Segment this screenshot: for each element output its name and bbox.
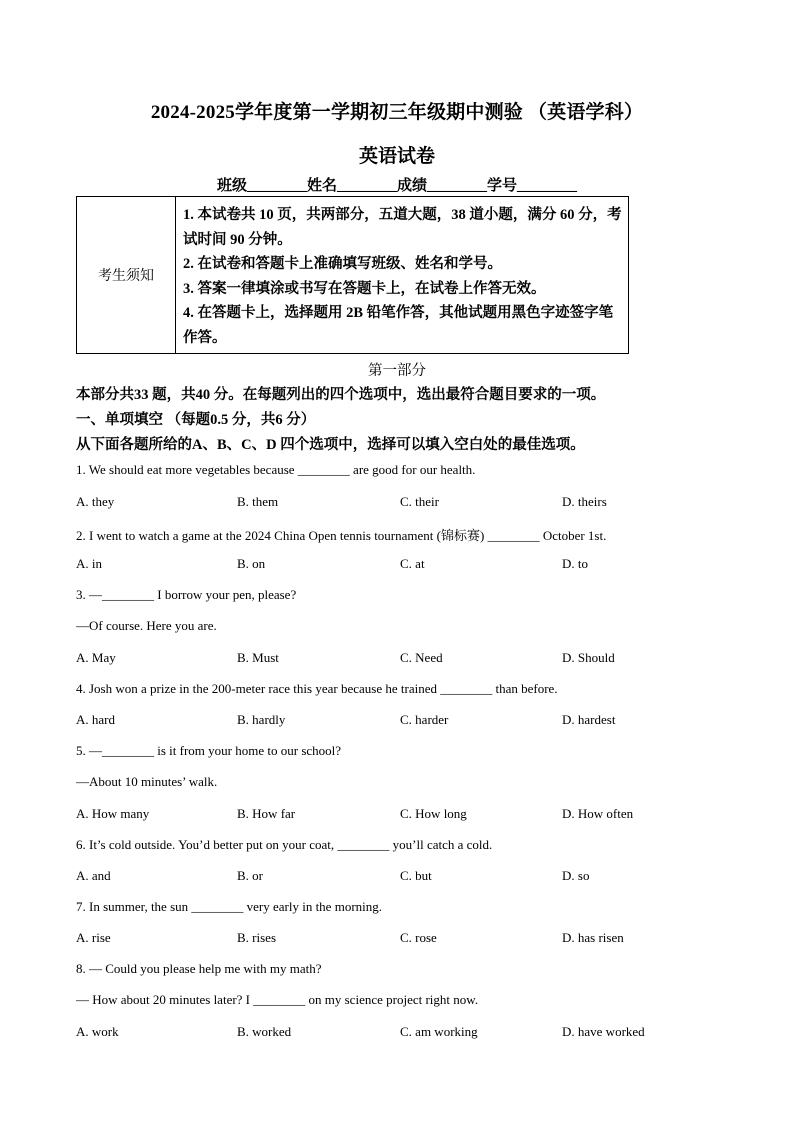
option-d[interactable]: D. How often [562, 806, 634, 821]
option-row [76, 930, 716, 948]
option-b[interactable]: B. How far [237, 806, 296, 821]
option-c[interactable]: C. How long [400, 806, 467, 821]
student-info-line: 班级________姓名________成绩________学号________ [216, 178, 577, 194]
option-c[interactable]: C. but [400, 868, 432, 883]
question-text: 7. In summer, the sun ________ very early in the morning. [76, 899, 383, 914]
question-text: 1. We should eat more vegetables because ________ are good for our health. [76, 462, 476, 477]
notice-item: 1. 本试卷共 10 页，共两部分，五道大题，38 道小题，满分 60 分，考试时间 90 分钟。 [183, 207, 622, 248]
option-c[interactable]: C. am working [400, 1024, 478, 1039]
question-text: 3. —________ I borrow your pen, please? [76, 587, 297, 602]
option-d[interactable]: D. so [562, 868, 590, 883]
question-text: 6. It’s cold outside. You’d better put on your coat, ________ you’ll catch a cold. [76, 837, 493, 852]
option-row [76, 806, 716, 824]
part-title: 第一部分 [368, 363, 426, 379]
option-b[interactable]: B. worked [237, 1024, 292, 1039]
option-c[interactable]: C. their [400, 494, 439, 509]
option-d[interactable]: D. to [562, 556, 588, 571]
option-b[interactable]: B. rises [237, 930, 276, 945]
option-row [76, 712, 716, 730]
question-text: 4. Josh won a prize in the 200-meter race this year because he trained ________ than before. [76, 681, 558, 696]
option-a[interactable]: A. May [76, 650, 116, 665]
option-row [76, 1024, 716, 1042]
section-title: 一、单项填空 （每题0.5 分，共6 分） [76, 412, 316, 428]
notice-body [176, 197, 628, 353]
option-d[interactable]: D. Should [562, 650, 615, 665]
page-title: 2024-2025学年度第一学期初三年级期中测验 （英语学科） [150, 102, 644, 123]
option-d[interactable]: D. hardest [562, 712, 616, 727]
question-text: 5. —________ is it from your home to our school? [76, 743, 342, 758]
option-b[interactable]: B. on [237, 556, 266, 571]
part-intro: 本部分共33 题，共40 分。在每题列出的四个选项中，选出最符合题目要求的一项。 [76, 387, 606, 403]
option-c[interactable]: C. harder [400, 712, 449, 727]
option-b[interactable]: B. Must [237, 650, 279, 665]
notice-box [76, 196, 629, 354]
option-c[interactable]: C. at [400, 556, 425, 571]
notice-item: 4. 在答题卡上，选择题用 2B 铅笔作答，其他试题用黑色字迹签字笔作答。 [183, 305, 614, 346]
notice-item: 3. 答案一律填涂或书写在答题卡上，在试卷上作答无效。 [183, 280, 546, 297]
page-subtitle: 英语试卷 [358, 146, 435, 167]
option-row [76, 868, 716, 886]
question-text: — How about 20 minutes later? I ________ on my science project right now. [76, 992, 479, 1007]
section-instruction: 从下面各题所给的A、B、C、D 四个选项中，选择可以填入空白处的最佳选项。 [76, 437, 585, 453]
option-b[interactable]: B. or [237, 868, 263, 883]
option-row [76, 494, 716, 512]
notice-label: 考生须知 [77, 197, 176, 353]
option-d[interactable]: D. theirs [562, 494, 607, 509]
option-row [76, 556, 716, 574]
question-text: —Of course. Here you are. [76, 618, 217, 633]
option-c[interactable]: C. Need [400, 650, 443, 665]
option-b[interactable]: B. them [237, 494, 279, 509]
option-a[interactable]: A. How many [76, 806, 150, 821]
option-a[interactable]: A. rise [76, 930, 111, 945]
option-a[interactable]: A. work [76, 1024, 119, 1039]
option-a[interactable]: A. in [76, 556, 102, 571]
question-text: —About 10 minutes’ walk. [76, 774, 218, 789]
option-row [76, 650, 716, 668]
option-a[interactable]: A. and [76, 868, 111, 883]
option-b[interactable]: B. hardly [237, 712, 286, 727]
option-c[interactable]: C. rose [400, 930, 437, 945]
option-a[interactable]: A. they [76, 494, 115, 509]
notice-item: 2. 在试卷和答题卡上准确填写班级、姓名和学号。 [183, 256, 502, 272]
option-d[interactable]: D. has risen [562, 930, 624, 945]
question-text: 8. — Could you please help me with my math? [76, 961, 322, 976]
option-a[interactable]: A. hard [76, 712, 115, 727]
question-text: 2. I went to watch a game at the 2024 China Open tennis tournament (锦标赛) ________ October 1st. [76, 528, 607, 543]
option-d[interactable]: D. have worked [562, 1024, 645, 1039]
